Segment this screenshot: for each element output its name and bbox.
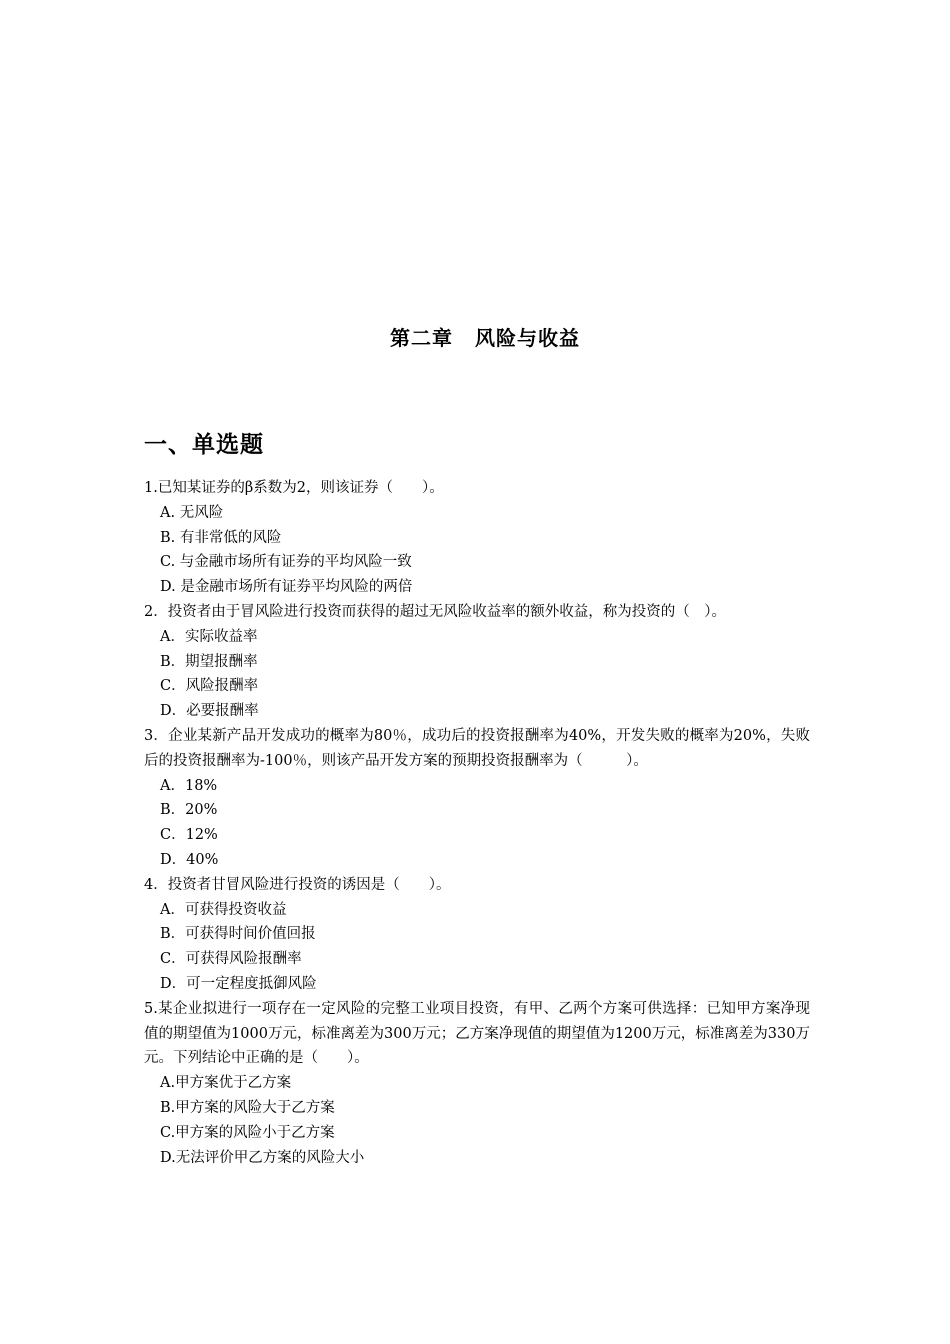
question-2 <box>144 600 810 724</box>
question-3 <box>144 724 810 873</box>
option-a: A．实际收益率 <box>160 628 258 645</box>
option-d: D．可一定程度抵御风险 <box>160 975 317 992</box>
option-c: C．可获得风险报酬率 <box>160 951 302 968</box>
option-d: D．必要报酬率 <box>160 703 259 720</box>
option-a: A．18% <box>160 777 218 794</box>
chapter-name: 风险与收益 <box>475 326 580 350</box>
option-b: B. 有非常低的风险 <box>160 529 282 546</box>
chapter-title <box>0 323 950 353</box>
chapter-number: 第二章 <box>390 326 453 350</box>
option-d: D.无法评价甲乙方案的风险大小 <box>160 1149 365 1166</box>
option-c: C．风险报酬率 <box>160 678 259 695</box>
option-a: A. 无风险 <box>160 504 224 521</box>
option-b: B．20% <box>160 802 218 819</box>
question-1 <box>144 476 810 600</box>
option-d: D. 是金融市场所有证券平均风险的两倍 <box>160 579 413 596</box>
option-a: A．可获得投资收益 <box>160 901 287 918</box>
question-4 <box>144 873 810 997</box>
option-b: B．可获得时间价值回报 <box>160 926 316 943</box>
option-d: D．40% <box>160 851 219 868</box>
question-stem: 1.已知某证券的β系数为2，则该证券（ ）。 <box>144 480 444 496</box>
question-stem: 5.某企业拟进行一项存在一定风险的完整工业项目投资，有甲、乙两个方案可供选择：已知甲方案净现值的期望值为1000万元，标准离差为300万元；乙方案净现值的期望值为1200万元，标准离差为330万元。下列结论中正确的是（ ）。 <box>144 1000 810 1067</box>
option-b: B．期望报酬率 <box>160 653 258 670</box>
section-heading: 一、单选题 <box>144 432 264 458</box>
question-stem: 4．投资者甘冒风险进行投资的诱因是（ ）。 <box>144 876 451 893</box>
option-a: A.甲方案优于乙方案 <box>160 1075 292 1092</box>
option-c: C.甲方案的风险小于乙方案 <box>160 1124 335 1141</box>
question-list <box>144 476 810 1170</box>
option-c: C. 与金融市场所有证券的平均风险一致 <box>160 554 412 571</box>
option-b: B.甲方案的风险大于乙方案 <box>160 1099 335 1116</box>
option-c: C．12% <box>160 827 218 844</box>
question-stem: 2．投资者由于冒风险进行投资而获得的超过无风险收益率的额外收益，称为投资的（ ）。 <box>144 603 726 620</box>
question-stem: 3．企业某新产品开发成功的概率为80％，成功后的投资报酬率为40%，开发失败的概率为20%，失败后的投资报酬率为-100％，则该产品开发方案的预期投资报酬率为（ ）。 <box>144 727 810 769</box>
question-5 <box>144 997 810 1171</box>
